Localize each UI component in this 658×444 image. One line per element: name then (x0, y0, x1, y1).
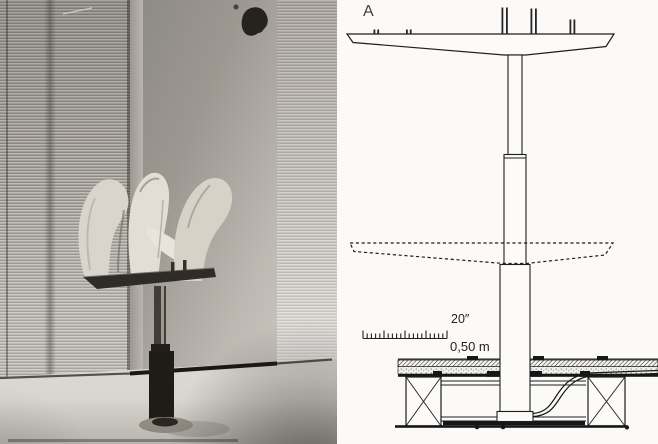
drawing-fixing-pins (374, 8, 576, 35)
pedestal-base (139, 417, 230, 437)
scale-bar (363, 331, 447, 339)
tabletop-lowered-dashed (350, 243, 613, 264)
dark-blob (234, 5, 268, 36)
column-foot (497, 412, 533, 422)
scale-label-inches: 20″ (451, 312, 470, 326)
pedestal-section-drawing (337, 0, 658, 444)
sculpture-figures (79, 173, 233, 281)
telescopic-column (497, 55, 533, 422)
scale-label-meters: 0,50 m (450, 339, 490, 354)
figure-label: A (363, 3, 375, 20)
floor-trim-right (530, 371, 542, 377)
pedestal-column-photo (149, 286, 174, 423)
technical-drawing (337, 0, 658, 444)
photo-scratch (63, 8, 92, 14)
tabletop-raised (347, 34, 614, 61)
photo-bottom-edge (8, 439, 238, 442)
figure-center (128, 173, 169, 279)
floor-trim-left (487, 371, 500, 377)
